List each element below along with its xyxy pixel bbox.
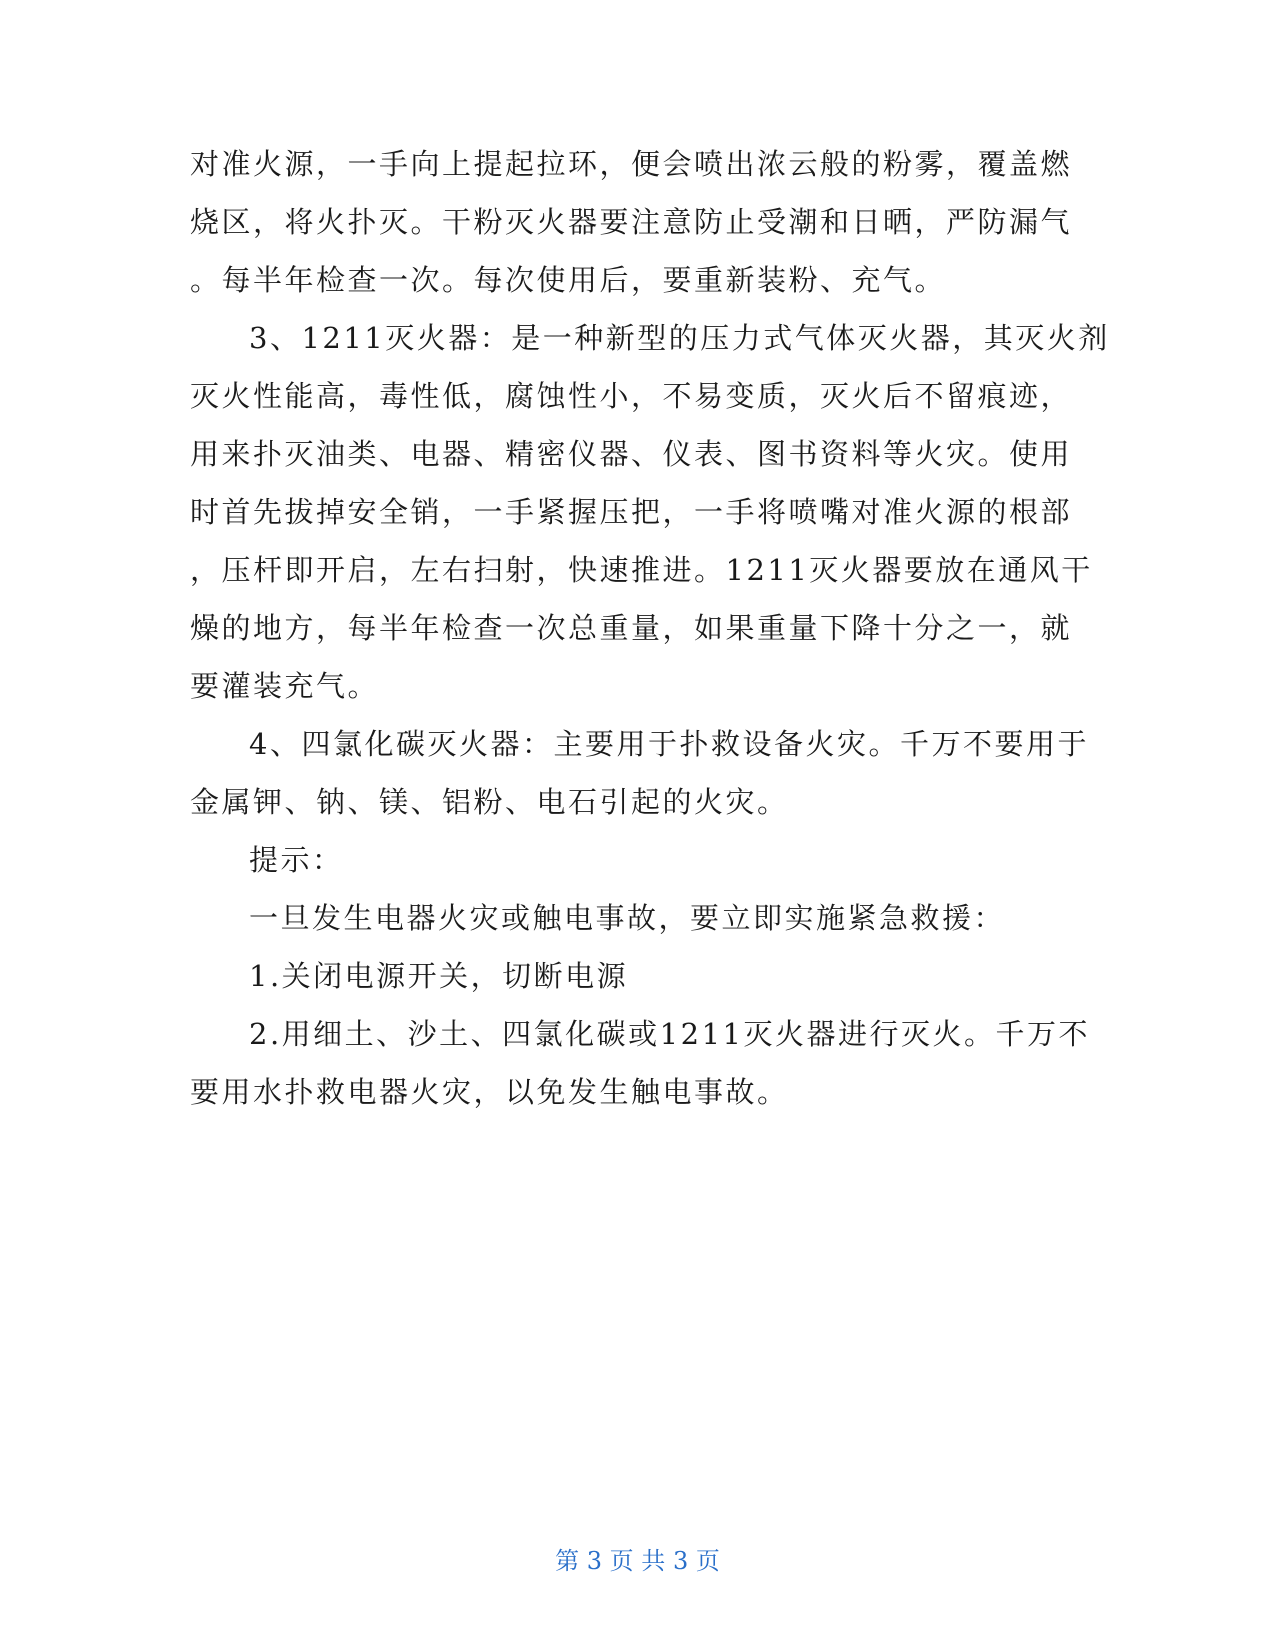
body-line: 时首先拔掉安全销，一手紧握压把，一手将喷嘴对准火源的根部 (190, 495, 1073, 529)
list-item: 1.关闭电源开关，切断电源 (249, 959, 629, 993)
body-line: 燥的地方，每半年检查一次总重量，如果重量下降十分之一，就 (190, 611, 1073, 645)
page-number-footer: 第 3 页 共 3 页 (555, 1547, 720, 1575)
body-line: ，压杆即开启，左右扫射，快速推进。1211灭火器要放在通风干 (190, 553, 1093, 587)
list-item: 2.用细土、沙土、四氯化碳或1211灭火器进行灭火。千万不 (249, 1017, 1090, 1051)
body-line: 要灌装充气。 (190, 669, 380, 703)
paragraph-first-line: 4、四氯化碳灭火器：主要用于扑救设备火灾。千万不要用于 (249, 727, 1089, 761)
body-line: 要用水扑救电器火灾，以免发生触电事故。 (190, 1075, 789, 1109)
body-line: 灭火性能高，毒性低，腐蚀性小，不易变质，灭火后不留痕迹， (190, 379, 1073, 413)
body-line: 金属钾、钠、镁、铝粉、电石引起的火灾。 (190, 785, 789, 819)
paragraph-first-line: 一旦发生电器火灾或触电事故，要立即实施紧急救援： (249, 901, 1006, 935)
tip-heading: 提示： (249, 843, 344, 877)
body-line: 对准火源，一手向上提起拉环，便会喷出浓云般的粉雾，覆盖燃 (190, 147, 1073, 181)
paragraph-first-line: 3、1211灭火器：是一种新型的压力式气体灭火器，其灭火剂 (249, 321, 1110, 355)
body-line: 用来扑灭油类、电器、精密仪器、仪表、图书资料等火灾。使用 (190, 437, 1073, 471)
body-line: 。每半年检查一次。每次使用后，要重新装粉、充气。 (190, 263, 947, 297)
body-line: 烧区，将火扑灭。干粉灭火器要注意防止受潮和日晒，严防漏气 (190, 205, 1073, 239)
